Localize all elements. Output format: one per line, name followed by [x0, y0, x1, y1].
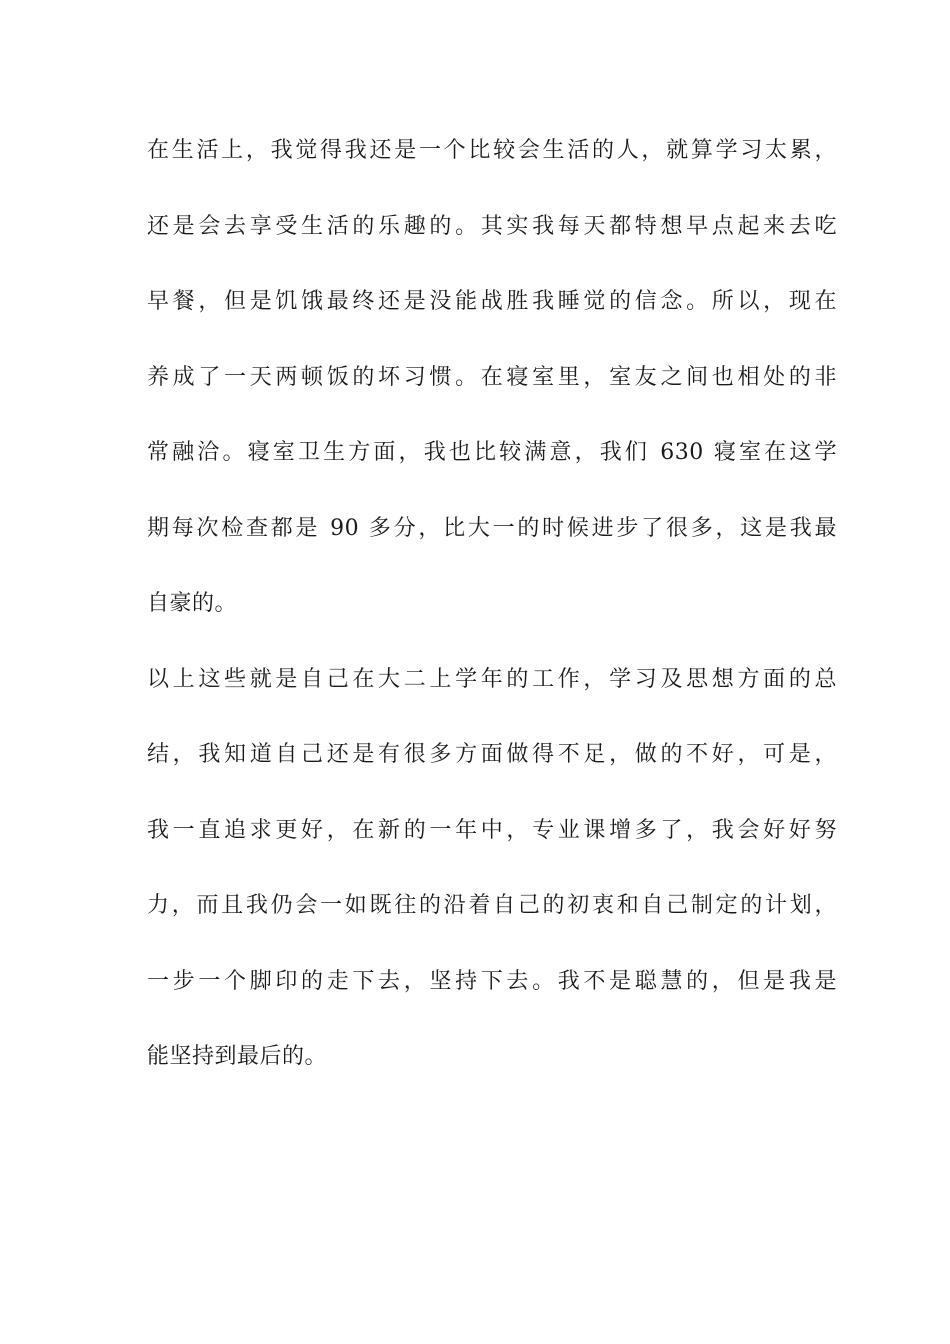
text-line: 早餐，但是饥饿最终还是没能战胜我睡觉的信念。所以，现在 [147, 289, 837, 314]
text-line: 结，我知道自己还是有很多方面做得不足，做的不好，可是， [147, 742, 837, 767]
text-line: 在生活上，我觉得我还是一个比较会生活的人，就算学习太累， [147, 138, 837, 163]
text-line: 一步一个脚印的走下去，坚持下去。我不是聪慧的，但是我是 [147, 968, 837, 994]
text-line: 以上这些就是自己在大二上学年的工作，学习及思想方面的总 [147, 666, 837, 692]
text-line: 养成了一天两顿饭的坏习惯。在寝室里，室友之间也相处的非 [147, 364, 837, 390]
text-line: 力，而且我仍会一如既往的沿着自己的初衷和自己制定的计划， [147, 893, 837, 918]
text-line: 还是会去享受生活的乐趣的。其实我每天都特想早点起来去吃 [147, 213, 837, 239]
text-line: 我一直追求更好，在新的一年中，专业课增多了，我会好好努 [147, 817, 837, 843]
text-line: 期每次检查都是 90 多分，比大一的时候进步了很多，这是我最 [147, 515, 837, 541]
text-line: 能坚持到最后的。 [147, 1044, 328, 1069]
text-line: 自豪的。 [147, 591, 238, 616]
text-line: 常融洽。寝室卫生方面，我也比较满意，我们 630 寝室在这学 [147, 440, 837, 465]
body-text [147, 131, 837, 1113]
